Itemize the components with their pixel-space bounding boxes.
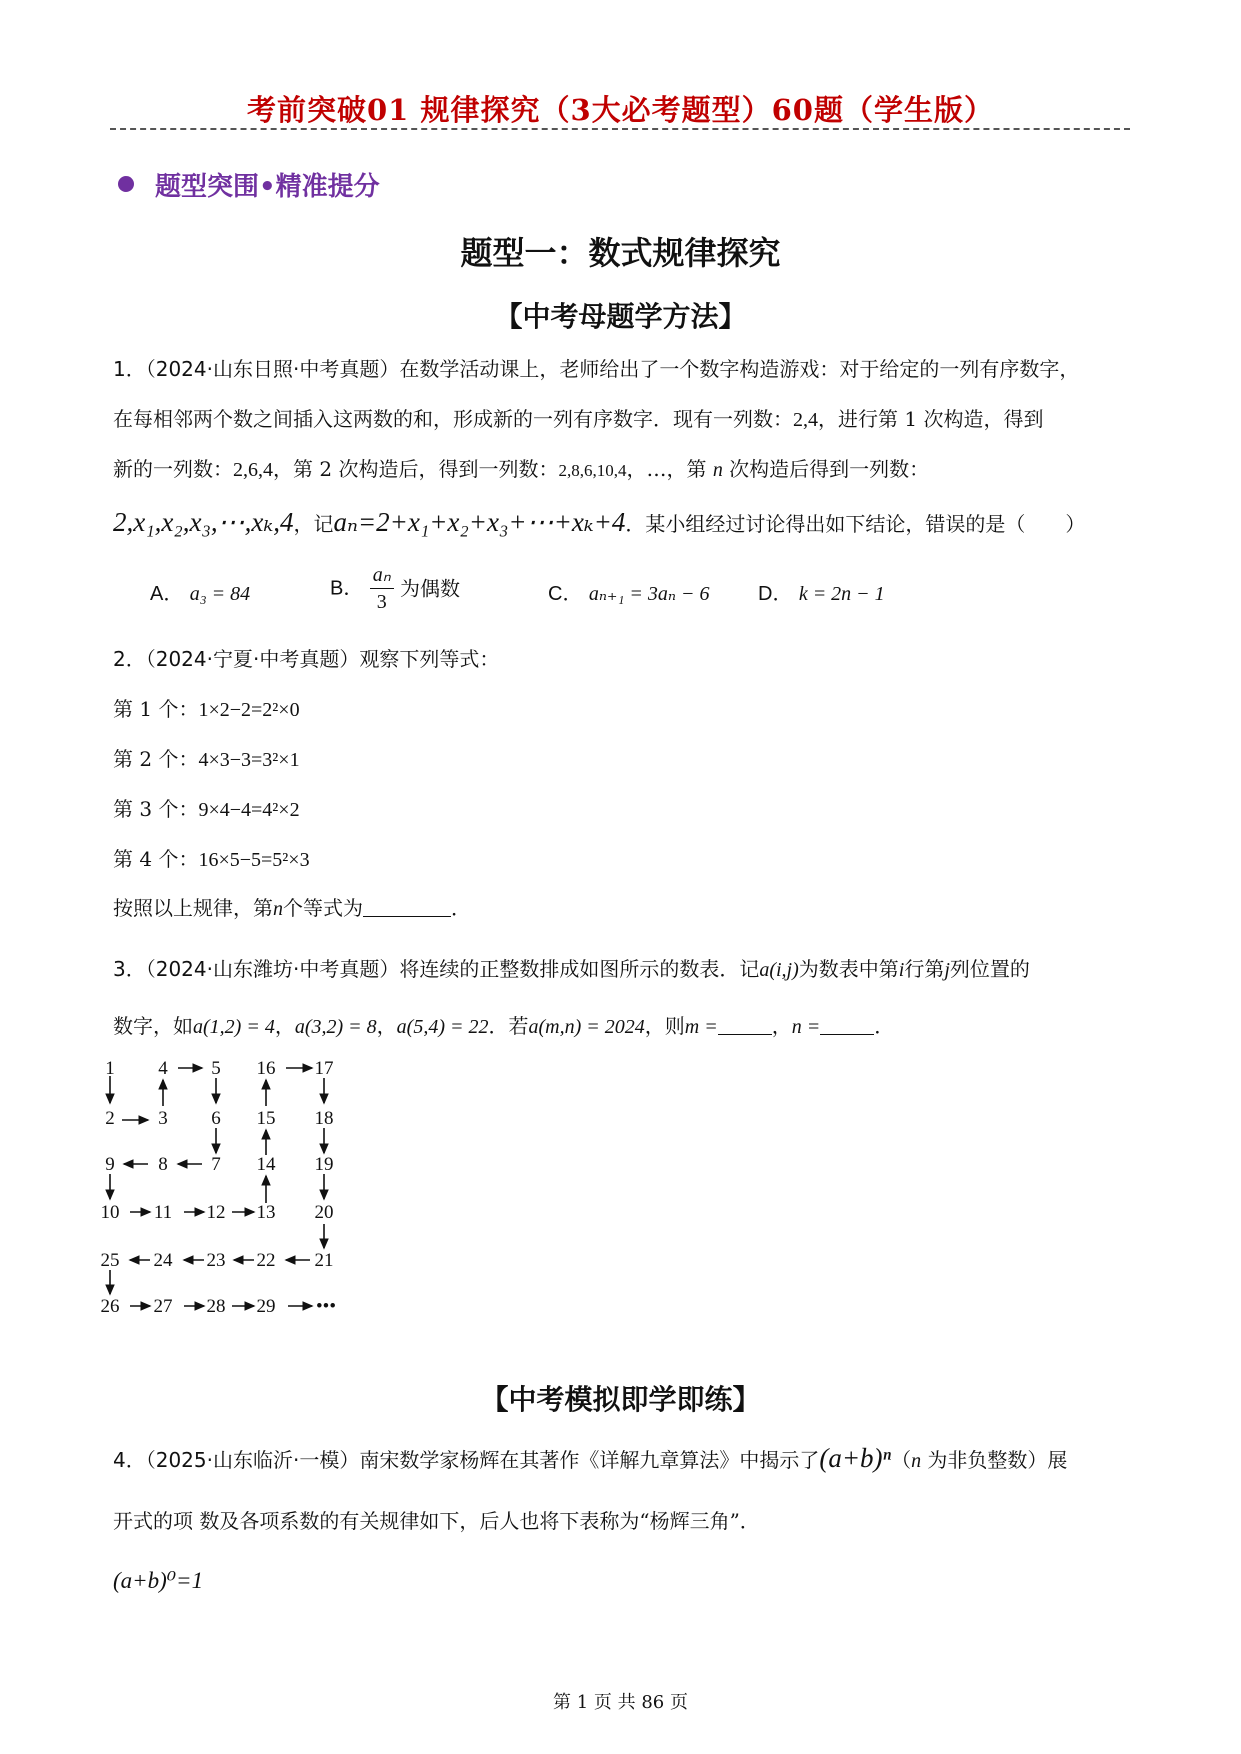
table-number: 28 [206, 1296, 226, 1317]
table-number: 7 [211, 1154, 221, 1175]
table-number: 9 [105, 1154, 115, 1175]
q1-seq2: 2,8,6,10,4 [558, 461, 627, 480]
q2-equation-row: 第 2 个：4×3−3=3²×1 [113, 747, 300, 771]
table-number: 25 [100, 1250, 120, 1271]
table-number: 20 [314, 1202, 334, 1223]
q1-line-3: 新的一列数：2,6,4，第 2 次构造后，得到一列数：2,8,6,10,4，…，第 n 次构造后得到一列数： [113, 457, 930, 481]
q1-option-b[interactable]: B． $\frac{\text{aₙ}}{3}$ 为偶数 [330, 564, 461, 613]
q2-equation-row: 第 3 个：9×4−4=4²×2 [113, 797, 300, 821]
q3-line-1: 3．（2024·山东潍坊·中考真题）将连续的正整数排成如图所示的数表．记a(i,j)为数表中第i行第j列位置的 [113, 957, 1030, 981]
q1-seq1: 2,6,4 [233, 459, 273, 481]
table-number: 11 [153, 1202, 173, 1223]
table-number: 27 [153, 1296, 173, 1317]
document-title: 考前突破01 规律探究（3大必考题型）60题（学生版） [247, 93, 994, 127]
q1-seq0: 2,4 [793, 409, 818, 431]
q2-line-1: 2．（2024·宁夏·中考真题）观察下列等式： [113, 647, 500, 671]
table-number: 5 [211, 1058, 221, 1079]
q1-option-b-fraction: $\frac{\text{aₙ}}{3}$ [370, 562, 394, 615]
table-number: 23 [206, 1250, 226, 1271]
q3-number-table-figure [100, 1058, 400, 1358]
q1-sequence: 2,x₁,x₂,x₃,⋯,xₖ,4 [113, 507, 294, 537]
page-footer: 第 1 页 共 86 页 [553, 1692, 688, 1713]
q2-last-line: 按照以上规律，第n个等式为 ． [113, 896, 471, 920]
q3-m-blank[interactable] [718, 1014, 772, 1035]
q4-binomial: (a+b)ⁿ [819, 1443, 892, 1473]
table-number: 10 [100, 1202, 120, 1223]
bullet-dot-icon [118, 176, 134, 192]
table-number: 2 [105, 1108, 115, 1129]
table-number: 15 [256, 1108, 276, 1129]
table-number: 19 [314, 1154, 334, 1175]
q2-equation-row: 第 1 个：1×2−2=2²×0 [113, 697, 300, 721]
q4-line-3: (a+b)⁰=1 [113, 1568, 204, 1593]
q2-answer-blank[interactable] [363, 896, 451, 917]
table-number: 26 [100, 1296, 120, 1317]
table-number: 24 [153, 1250, 173, 1271]
table-number: 22 [256, 1250, 276, 1271]
question-type-title: 题型一：数式规律探究 [460, 234, 781, 272]
table-number: 17 [314, 1058, 334, 1079]
q1-line-2: 在每相邻两个数之间插入这两数的和，形成新的一列有序数字．现有一列数：2,4，进行第 1 次构造，得到 [113, 407, 1044, 431]
sub-heading-practice: 【中考模拟即学即练】 [480, 1383, 761, 1416]
q3-line-2: 数字，如a(1,2) = 4，a(3,2) = 8，a(5,4) = 22．若a(m,n) = 2024，则m = ，n = ． [113, 1014, 895, 1038]
q1-option-c[interactable]: C． aₙ₊₁ = 3aₙ − 6 [548, 583, 710, 605]
q2-equation-row: 第 4 个：16×5−5=5²×3 [113, 847, 310, 871]
table-number: 21 [314, 1250, 334, 1271]
q4-line-1: 4．（2025·山东临沂·一模）南宋数学家杨辉在其著作《详解九章算法》中揭示了(a+b)ⁿ（n 为非负整数）展 [113, 1443, 1068, 1473]
table-number: 3 [158, 1108, 168, 1129]
table-number: 14 [256, 1154, 276, 1175]
table-number: 6 [211, 1108, 221, 1129]
title-divider [110, 128, 1130, 130]
sub-heading-exam: 【中考母题学方法】 [494, 300, 747, 333]
table-number: 13 [256, 1202, 276, 1223]
table-number: 29 [256, 1296, 276, 1317]
q1-line-4: 2,x₁,x₂,x₃,⋯,xₖ,4，记aₙ=2+x₁+x₂+x₃+⋯+xₖ+4．某小组经过讨论得出如下结论，错误的是（ ） [113, 507, 1086, 537]
q1-line-1: 1．（2024·山东日照·中考真题）在数学活动课上，老师给出了一个数字构造游戏：对于给定的一列有序数字， [113, 357, 1080, 381]
q1-option-a[interactable]: A． a₃ = 84 [150, 583, 251, 605]
table-number: ••• [316, 1296, 336, 1317]
table-number: 12 [206, 1202, 226, 1223]
table-number: 16 [256, 1058, 276, 1079]
q1-option-d[interactable]: D． k = 2n − 1 [758, 583, 885, 605]
section-heading: 题型突围•精准提分 [155, 172, 380, 202]
table-numbers [101, 1058, 336, 1317]
q3-n-blank[interactable] [820, 1014, 874, 1035]
q4-line-2: 开式的项 数及各项系数的有关规律如下，后人也将下表称为“杨辉三角”． [113, 1509, 760, 1533]
table-number: 8 [158, 1154, 168, 1175]
table-number: 1 [105, 1058, 115, 1079]
table-number: 4 [158, 1058, 168, 1079]
table-number: 18 [314, 1108, 334, 1129]
q1-formula: aₙ=2+x₁+x₂+x₃+⋯+xₖ+4 [333, 507, 626, 537]
